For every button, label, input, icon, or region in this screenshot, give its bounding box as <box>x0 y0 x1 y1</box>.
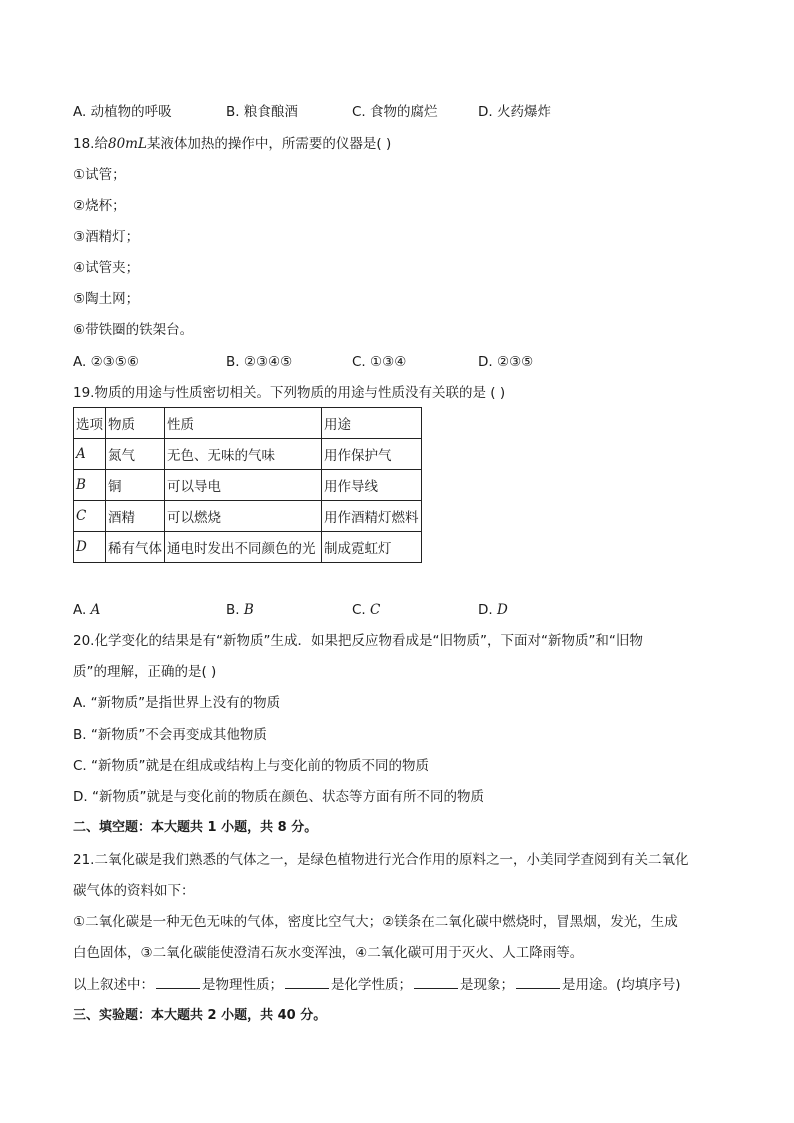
table-cell: 制成霓虹灯 <box>322 532 422 563</box>
table-row <box>74 501 422 532</box>
fill-label-1: 是物理性质； <box>202 977 283 993</box>
fill-blank-4[interactable] <box>516 974 560 989</box>
q17-option-a: A. 动植物的呼吸 <box>73 104 172 120</box>
fill-label-2: 是化学性质； <box>331 977 412 993</box>
q19-stem: 19.物质的用途与性质密切相关。下列物质的用途与性质没有关联的是 ( ) <box>73 385 506 401</box>
table-header-cell: 用途 <box>322 408 422 439</box>
q20-stem-line-2: 质”的理解，正确的是( ) <box>73 664 217 680</box>
q18-suffix: 某液体加热的操作中，所需要的仪器是( ) <box>146 136 392 152</box>
q18-item-1: ①试管； <box>73 167 126 183</box>
option-prefix: D. <box>478 602 497 618</box>
q21-line-4: 白色固体，③二氧化碳能使澄清石灰水变浑浊，④二氧化碳可用于灭火、人工降雨等。 <box>73 945 584 961</box>
q18-option-b: B. ②③④⑤ <box>226 354 293 370</box>
q18-option-d: D. ②③⑤ <box>478 354 534 370</box>
option-value: A <box>90 602 101 618</box>
q18-item-4: ④试管夹； <box>73 260 140 276</box>
table-cell: 用作酒精灯燃料 <box>322 501 422 532</box>
table-header-cell: 选项 <box>74 408 106 439</box>
q19-option-d <box>478 600 508 620</box>
q21-line-2: 碳气体的资料如下： <box>73 883 195 899</box>
q18-item-6: ⑥带铁圈的铁架台。 <box>73 322 194 338</box>
q21-line-1: 21.二氧化碳是我们熟悉的气体之一，是绿色植物进行光合作用的原料之一，小美同学查阅到有关二氧化 <box>73 852 689 868</box>
table-cell: D <box>74 532 106 563</box>
q18-item-5: ⑤陶土网； <box>73 291 140 307</box>
q17-option-d: D. 火药爆炸 <box>478 104 551 120</box>
table-cell: 氮气 <box>106 439 165 470</box>
q18-item-2: ②烧杯； <box>73 198 126 214</box>
q19-option-c <box>352 600 380 620</box>
q18-item-3: ③酒精灯； <box>73 229 140 245</box>
fill-blank-3[interactable] <box>414 974 458 989</box>
table-header-row <box>74 408 422 439</box>
table-cell: 酒精 <box>106 501 165 532</box>
table-cell: 铜 <box>106 470 165 501</box>
option-prefix: A. <box>73 602 91 618</box>
table-cell: 可以导电 <box>165 470 322 501</box>
table-row <box>74 439 422 470</box>
option-prefix: B. <box>226 602 244 618</box>
option-value: D <box>496 602 508 618</box>
option-value: C <box>370 602 381 618</box>
q19-table <box>73 407 422 563</box>
q20-stem-line-1: 20.化学变化的结果是有“新物质”生成．如果把反应物看成是“旧物质”，下面对“新物质”和“旧物 <box>73 633 643 649</box>
q19-option-b <box>226 600 254 620</box>
fill-blank-2[interactable] <box>285 974 329 989</box>
table-cell: A <box>74 439 106 470</box>
table-cell: 可以燃烧 <box>165 501 322 532</box>
section-2-heading: 二、填空题：本大题共 1 小题，共 8 分。 <box>73 820 318 835</box>
q20-option-b: B. “新物质”不会再变成其他物质 <box>73 727 267 743</box>
table-cell: 用作导线 <box>322 470 422 501</box>
q17-option-c: C. 食物的腐烂 <box>352 104 438 120</box>
q20-option-c: C. “新物质”就是在组成或结构上与变化前的物质不同的物质 <box>73 758 429 774</box>
q21-line-3: ①二氧化碳是一种无色无味的气体，密度比空气大；②镁条在二氧化碳中燃烧时，冒黑烟，发光，生成 <box>73 914 678 930</box>
table-cell: 无色、无味的气味 <box>165 439 322 470</box>
table-row <box>74 532 422 563</box>
table-cell: 用作保护气 <box>322 439 422 470</box>
q18-option-c: C. ①③④ <box>352 354 407 370</box>
q18-stem <box>73 134 391 154</box>
table-cell: 通电时发出不同颜色的光 <box>165 532 322 563</box>
table-header-cell: 性质 <box>165 408 322 439</box>
table-cell: 稀有气体 <box>106 532 165 563</box>
q20-option-d: D. “新物质”就是与变化前的物质在颜色、状态等方面有所不同的物质 <box>73 789 484 805</box>
fill-label-4: 是用途。(均填序号) <box>562 977 681 993</box>
section-3-heading: 三、实验题：本大题共 2 小题，共 40 分。 <box>73 1008 327 1023</box>
table-cell: C <box>74 501 106 532</box>
fill-blank-1[interactable] <box>156 974 200 989</box>
q17-option-b: B. 粮食酿酒 <box>226 104 298 120</box>
q19-option-a <box>73 600 100 620</box>
table-header-cell: 物质 <box>106 408 165 439</box>
fill-prefix: 以上叙述中： <box>73 977 154 993</box>
fill-label-3: 是现象； <box>460 977 514 993</box>
option-prefix: C. <box>352 602 371 618</box>
table-row <box>74 470 422 501</box>
q18-option-a: A. ②③⑤⑥ <box>73 354 139 370</box>
table-cell: B <box>74 470 106 501</box>
q21-fill-line <box>73 974 681 995</box>
q20-option-a: A. “新物质”是指世界上没有的物质 <box>73 695 281 711</box>
option-value: B <box>243 602 254 618</box>
q18-prefix: 18.给 <box>73 136 108 152</box>
q18-volume: 80mL <box>107 136 147 152</box>
